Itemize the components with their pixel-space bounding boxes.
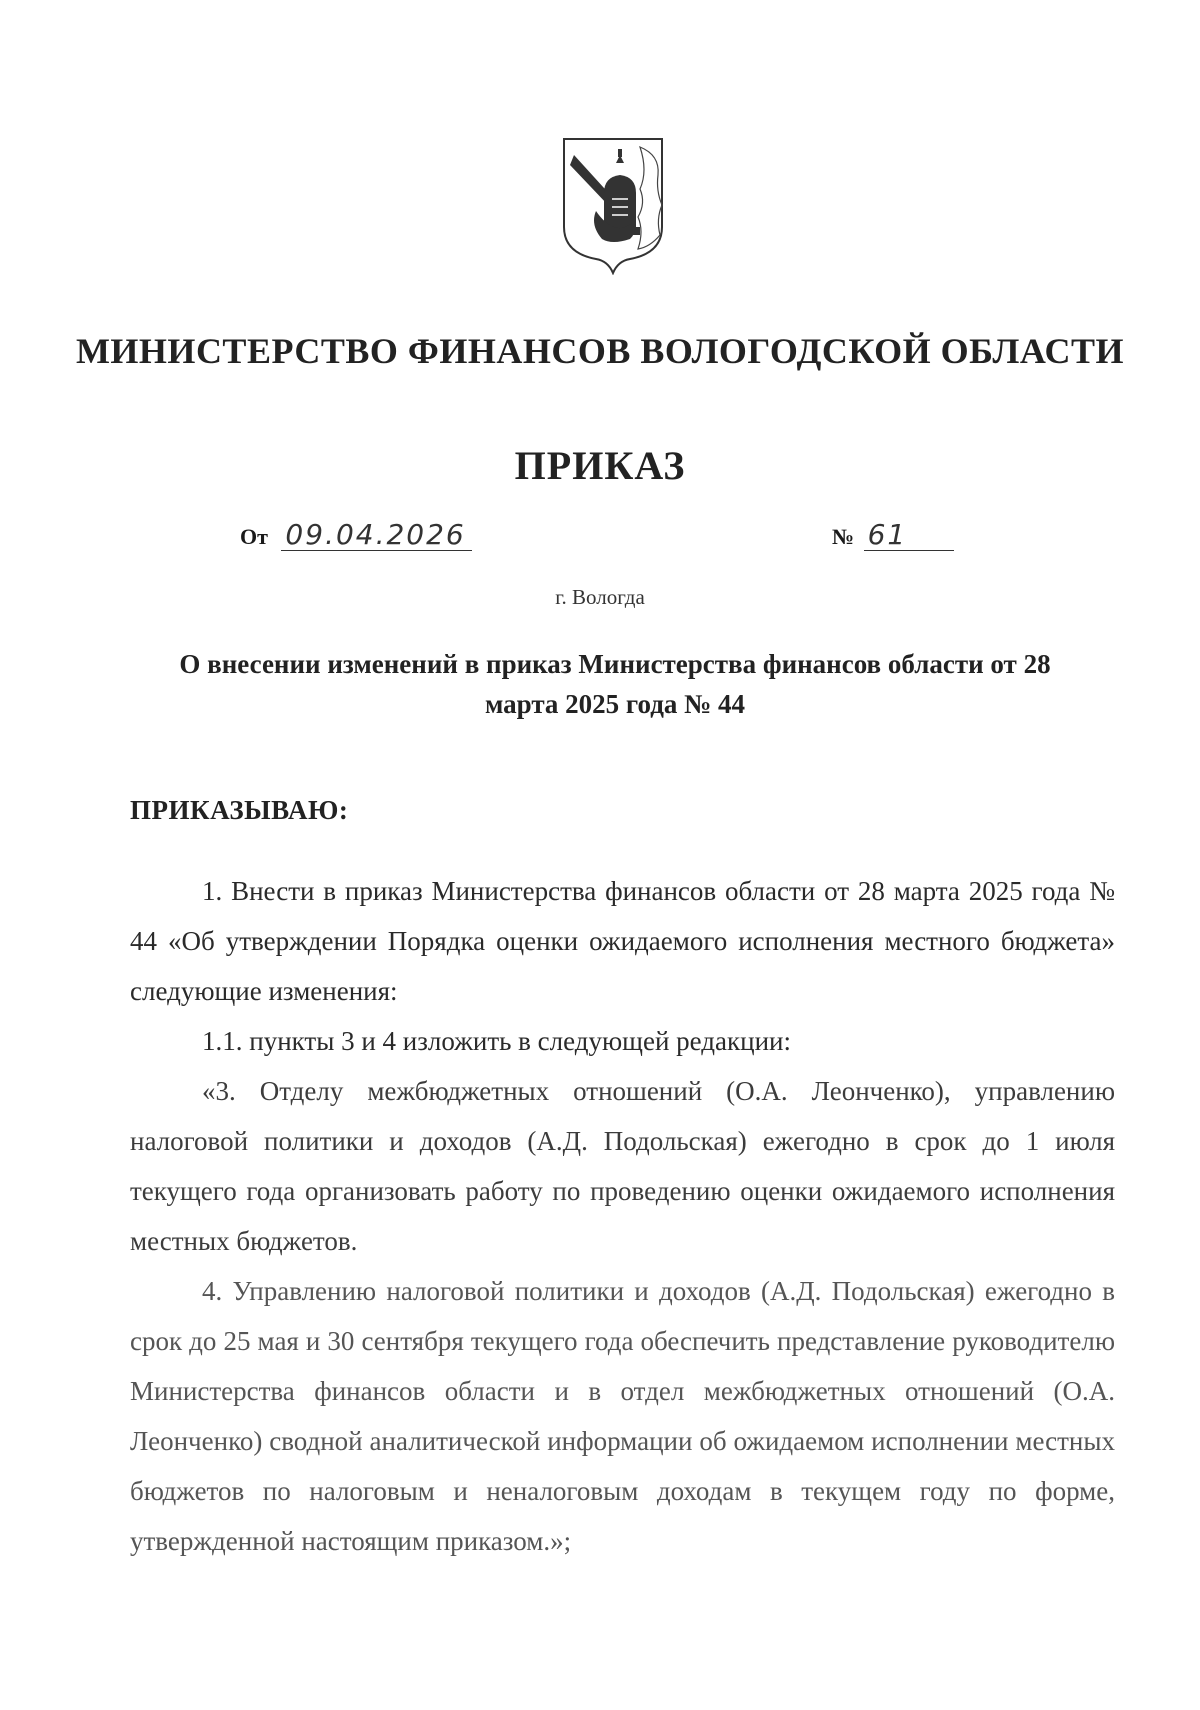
document-number <box>832 520 954 551</box>
number-label: № <box>832 524 855 549</box>
paragraph-1: 1. Внести в приказ Министерства финансов области от 28 марта 2025 года № 44 «Об утверждении Порядка оценки ожидаемого исполнения местного бюджета» следующие изменения: <box>130 876 1115 1006</box>
number-value: 61 <box>864 520 954 551</box>
paragraph-4: 4. Управлению налоговой политики и доходов (А.Д. Подольская) ежегодно в срок до 25 мая и 30 сентября текущего года обеспечить представление руководителю Министерства финансов области и в отдел межбюджетных отношений (О.А. Леонченко) сводной аналитической информации об ожидаемом исполнении местных бюджетов по налоговым и неналоговым доходам в текущем году по форме, утвержденной настоящим приказом.»; <box>130 1276 1115 1556</box>
document-type-heading: ПРИКАЗ <box>514 443 686 488</box>
document-date <box>240 520 472 551</box>
subject-line-2: марта 2025 года № 44 <box>484 689 746 719</box>
paragraph-3: «3. Отделу межбюджетных отношений (О.А. Леонченко), управлению налоговой политики и доходов (А.Д. Подольская) ежегодно в срок до 1 июля текущего года организовать работу по проведению оценки ожидаемого исполнения местных бюджетов. <box>130 1076 1115 1256</box>
city-line: г. Вологда <box>555 585 645 609</box>
document-subject <box>150 644 1080 724</box>
date-value: 09.04.2026 <box>281 520 471 551</box>
order-directive: ПРИКАЗЫВАЮ: <box>130 795 349 825</box>
subject-line-1: О внесении изменений в приказ Министерства финансов области от 28 <box>179 649 1051 679</box>
paragraph-1-1: 1.1. пункты 3 и 4 изложить в следующей редакции: <box>202 1026 791 1056</box>
ministry-title: МИНИСТЕРСТВО ФИНАНСОВ ВОЛОГОДСКОЙ ОБЛАСТИ <box>75 331 1125 371</box>
document-body <box>130 866 1115 1566</box>
vologda-coat-of-arms-icon <box>560 135 666 275</box>
date-label: От <box>240 524 268 549</box>
